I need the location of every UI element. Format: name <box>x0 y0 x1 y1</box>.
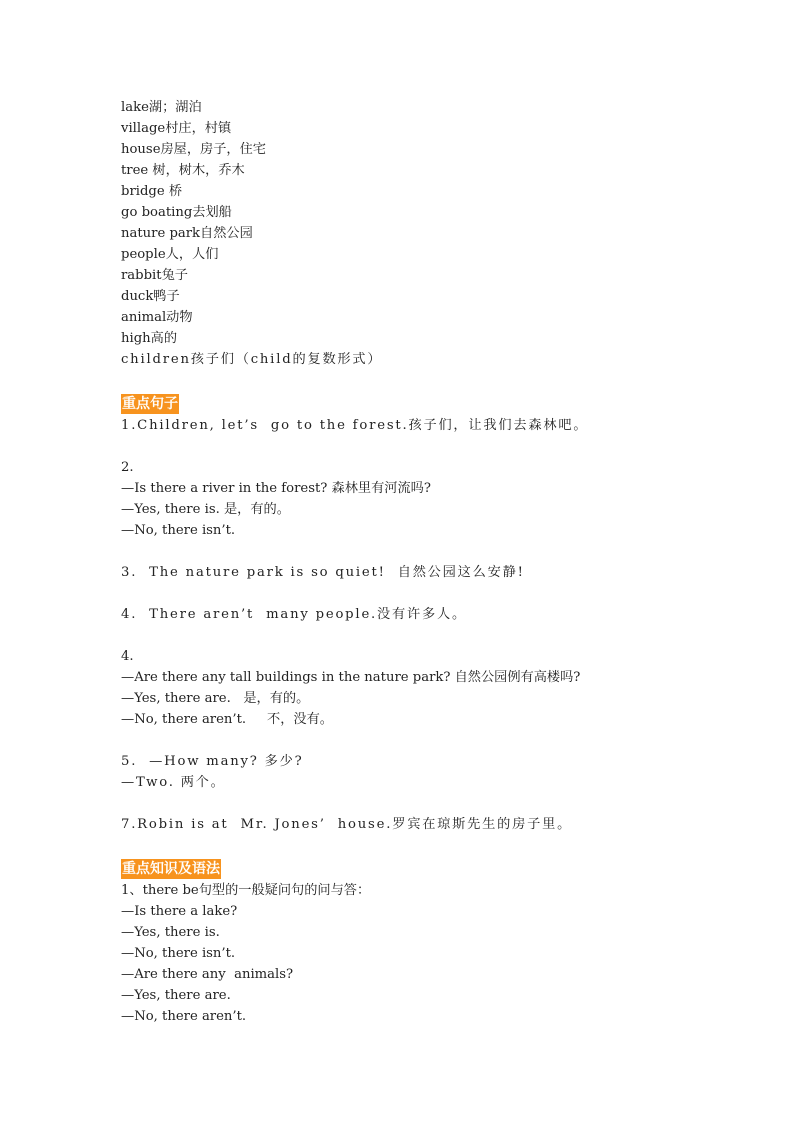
spacer <box>121 436 721 457</box>
sentence-5-number: 4. <box>121 649 134 664</box>
sentence-2-question: —Is there a river in the forest? 森林里有河流吗? <box>121 481 431 496</box>
heading-highlight: 重点知识及语法 <box>122 861 220 877</box>
vocab-item: tree 树，树木，乔木 <box>121 163 245 178</box>
grammar-line: —Yes, there are. <box>121 988 231 1003</box>
vocab-item: nature park自然公园 <box>121 226 253 241</box>
spacer <box>121 370 721 391</box>
sentence-3: 3. The nature park is so quiet! 自然公园这么安静! <box>121 565 525 580</box>
vocab-item: go boating去划船 <box>121 205 232 220</box>
sentence-6-answer: —Two. 两个。 <box>121 775 226 790</box>
grammar-line: —No, there aren’t. <box>121 1009 247 1024</box>
vocabulary-list <box>121 97 721 370</box>
section-heading-grammar <box>121 856 721 880</box>
spacer <box>121 835 721 856</box>
document-page <box>121 97 721 1027</box>
vocab-item: animal动物 <box>121 310 193 325</box>
sentence-6-question: 5. —How many? 多少? <box>121 754 304 769</box>
sentence-4: 4. There aren’t many people.没有许多人。 <box>121 607 467 622</box>
vocab-item: rabbit兔子 <box>121 268 188 283</box>
sentence-5-yes: —Yes, there are. 是，有的。 <box>121 691 310 706</box>
vocab-item: village村庄，村镇 <box>121 121 232 136</box>
spacer <box>121 625 721 646</box>
vocab-item: people人，人们 <box>121 247 219 262</box>
sentence-2-number: 2. <box>121 460 134 475</box>
spacer <box>121 793 721 814</box>
spacer <box>121 541 721 562</box>
grammar-line: —Is there a lake? <box>121 904 238 919</box>
sentence-7: 7.Robin is at Mr. Jones’ house.罗宾在琼斯先生的房子里。 <box>121 817 573 832</box>
grammar-line: —No, there isn’t. <box>121 946 236 961</box>
vocab-item: high高的 <box>121 331 178 346</box>
vocab-item: house房屋，房子，住宅 <box>121 142 266 157</box>
grammar-line: —Yes, there is. <box>121 925 220 940</box>
sentence-2-yes: —Yes, there is. 是，有的。 <box>121 502 290 517</box>
sentence-5-no: —No, there aren’t. 不，没有。 <box>121 712 333 727</box>
vocab-item: duck鸭子 <box>121 289 180 304</box>
heading-highlight: 重点句子 <box>122 396 178 412</box>
vocab-item: bridge 桥 <box>121 184 183 199</box>
sentence-1: 1.Children, let’s go to the forest.孩子们，让我们去森林吧。 <box>121 418 589 433</box>
sentence-5-question: —Are there any tall buildings in the nature park? 自然公园例有高楼吗? <box>121 670 581 685</box>
vocab-item: children孩子们（child的复数形式） <box>121 352 383 367</box>
spacer <box>121 583 721 604</box>
grammar-line: —Are there any animals? <box>121 967 294 982</box>
vocab-item: lake湖；湖泊 <box>121 100 202 115</box>
section-heading-key-sentences <box>121 391 721 415</box>
sentence-2-no: —No, there isn’t. <box>121 523 236 538</box>
spacer <box>121 730 721 751</box>
grammar-title: 1、there be句型的一般疑问句的问与答： <box>121 883 371 898</box>
